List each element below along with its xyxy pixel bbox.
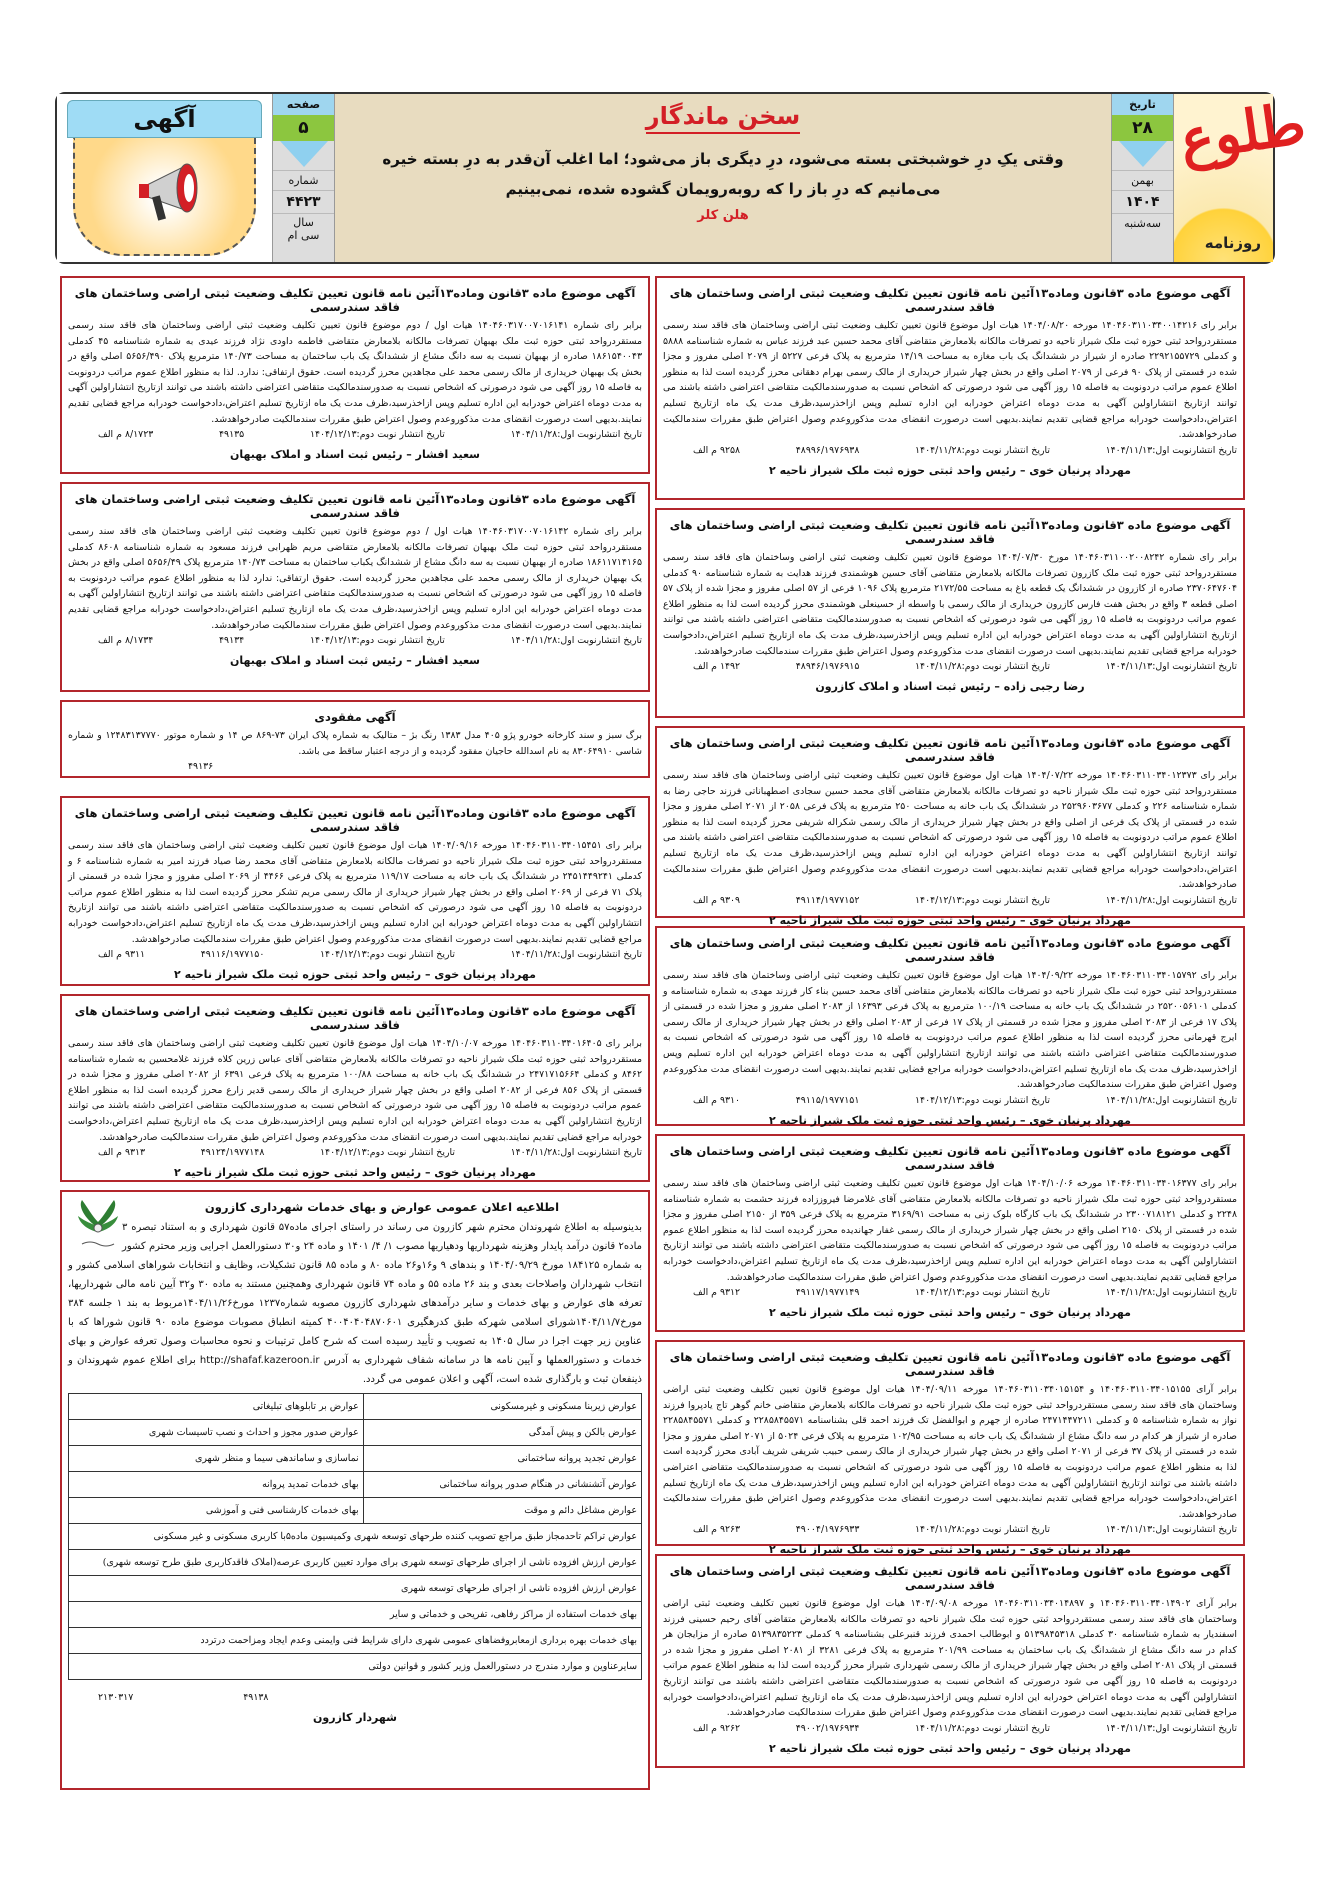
page-box: [272, 94, 334, 262]
table-row: [69, 1576, 642, 1602]
ad-signature: مهرداد پرنیان خوی – رئیس واحد ثبتی حوزه ثبت ملک شیراز ناحیه ۲: [769, 463, 1131, 477]
ad-title: آگهی موضوع ماده ۳قانون وماده۱۳آئین نامه قانون تعیین تکلیف وضعیت ثبتی اراضی وساختمان های فاقد سندرسمی: [669, 286, 1231, 314]
first-publication-date: تاریخ انتشارنوبت اول:۱۴۰۴/۱۱/۱۳: [1105, 1722, 1237, 1734]
ad-box: [655, 726, 1245, 927]
second-publication-date: تاریخ انتشار نوبت دوم:۱۴۰۴/۱۲/۱۳: [915, 1287, 1050, 1299]
ad-code: ۴۹۰۰۲/۱۹۷۶۹۳۴: [795, 1722, 860, 1734]
table-cell: عوارض تجدید پروانه ساختمانی: [363, 1446, 641, 1472]
megaphone-icon: [135, 158, 215, 228]
table-row: [69, 1550, 642, 1576]
table-row: [69, 1472, 642, 1498]
left-column: [60, 276, 650, 1798]
first-publication-date: تاریخ انتشارنوبت اول:۱۴۰۴/۱۱/۱۳: [1105, 1524, 1237, 1536]
ad-signature: مهرداد پرنیان خوی – رئیس واحد ثبتی حوزه ثبت ملک شیراز ناحیه ۲: [769, 1741, 1131, 1755]
first-publication-date: تاریخ انتشارنوبت اول:۱۴۰۴/۱۱/۲۸: [510, 429, 642, 441]
issue-label: شماره: [273, 170, 334, 190]
ad-body: برابر آرای ۱۴۰۴۶۰۳۱۱۰۳۴۰۱۴۹۰۲ و ۱۴۰۴۶۰۳۱۱۰۳۴۰۱۴۸۹۷ مورخه ۱۴۰۴/۰۹/۰۸ هیات اول موضوع قانون تعیین تکلیف وضعیت ثبتی اراضی وساختمان های فاقد سند رسمی مستقردرواحد ثبتی حوزه ثبت ملک شیراز ناحیه دو تصرفات مالکانه بلامعارض متقاضی آقای رحیم حسینی فرزند اسفندیار به شماره شناسنامه ۳۰ کدملی ۵۱۳۹۸۴۵۳۱۸ و ابوطالب احمدی فرزند قنبرعلی بشناسنامه ۹ کدملی ۵۱۳۹۸۳۵۲۲۳ صادره از مزایجان هر کدام در سه دانگ مشاع از ششدانگ یک باب ساختمان به مساحت ۲۰۱/۹۹ مترمربع به پلاک فرعی ۳۲۸۱ از ۲۰۸۱ اصلی مفروز و مجزا شده در قسمتی از پلاک ۲۰۸۱ اصلی واقع در بخش چهار شیراز خریداری از مالک رسمی شهرداری شیراز محرز گردیده است لذا به منظور اطلاع عموم مراتب دردونوبت به فاصله ۱۵ روز آگهی می شود درصورتی که اشخاص نسبت به صدورسندمالکیت متقاضی اعتراضی داشته باشند می توانند ازتاریخ انتشاراولین آگهی به مدت دوماه اعتراض خودرابه این اداره تسلیم وپس ازاخذرسید،ظرف مدت یک ماه ازتاریخ تسلیم اعتراض،دادخواست خودرابه مراجع قضایی تقدیم نمایند.بدیهی است درصورت انقضای مدت مذکوروعدم وصول اعتراض طبق مقررات سندمالکیت صادرخواهدشد.: [663, 1598, 1238, 1719]
table-cell: بهای خدمات بهره برداری ازمعابروفضاهای عمومی شهری دارای شرایط فنی وایمنی وعدم ایجاد ومزاحمت درتردد: [69, 1628, 642, 1654]
second-publication-date: تاریخ انتشار نوبت دوم:۱۴۰۴/۱۱/۲۸: [915, 1524, 1050, 1536]
page-number: ۵: [273, 115, 334, 141]
second-publication-date: تاریخ انتشار نوبت دوم:۱۴۰۴/۱۲/۱۳: [320, 1147, 455, 1159]
ad-box: [655, 1340, 1245, 1557]
ad-code: ۴۸۹۹۶/۱۹۷۶۹۳۸: [795, 444, 860, 456]
date-box: [1111, 94, 1173, 262]
logo-subtitle: روزنامه: [1204, 234, 1261, 252]
table-row: [69, 1654, 642, 1680]
ad-signature: سعید افشار – رئیس ثبت اسناد و املاک بهبهان: [230, 448, 480, 462]
table-cell: عوارض زیربنا مسکونی و غیرمسکونی: [363, 1394, 641, 1420]
first-publication-date: تاریخ انتشارنوبت اول:۱۴۰۴/۱۱/۲۸: [1105, 1094, 1237, 1106]
second-publication-date: تاریخ انتشار نوبت دوم:۱۴۰۴/۱۲/۱۳: [309, 635, 445, 647]
year-label: سال: [293, 216, 314, 229]
ad-publication-dates: [663, 1285, 1237, 1300]
ad-signature: رضا رجبی زاده – رئیس ثبت اسناد و املاک کازرون: [815, 680, 1085, 694]
section-title: آگهی: [67, 100, 262, 138]
table-cell: عوارض آتشنشانی در هنگام صدور پروانه ساختمانی: [363, 1472, 641, 1498]
date-year: ۱۴۰۴: [1112, 190, 1173, 213]
ad-code: ۴۹۱۳۶: [188, 761, 214, 773]
ad-box: [60, 276, 650, 474]
ad-publication-dates: [68, 947, 642, 962]
second-publication-date: تاریخ انتشار نوبت دوم:۱۴۰۴/۱۲/۱۳: [915, 894, 1050, 906]
ad-title: آگهی مفقودی: [314, 710, 396, 724]
ad-body: برابر رای شماره ۱۴۰۴۶۰۳۱۷۰۰۷۰۱۶۱۴۲ هیات اول / دوم موضوع قانون تعیین تکلیف وضعیت ثبتی اراضی وساختمان های فاقد سند رسمی مستقردرواحد ثبتی حوزه ثبت ملک بهبهان تصرفات مالکانه بلامعارض متقاضی مریم ظهرابی فرزند مسعود به شماره شناسنامه ۸۶۰۸ کدملی ۱۸۶۱۱۷۱۴۱۶۵ صادره از بهبهان نسبت به سه دانگ مشاع از ششدانگ یکباب ساختمان به مساحت ۱۴۰/۷۳ مترمربع پلاک ۵۶۵۶/۴۹ اصلی واقع در بخش یک بهبهان خریداری از مالک رسمی محمد علی مجاهدین محرز گردیده است. حقوق ارتفاقی: ندارد لذا به منظور اطلاع عموم مراتب دردونوبت به فاصله ۱۵ روز آگهی می شود درصورتی که اشخاص نسبت به صدورسندمالکیت متقاضی اعتراضی داشته باشند می توانند ازتاریخ انتشاراولین آگهی به مدت دوماه اعتراض خودرابه این اداره تسلیم وپس ازاخذرسید،ظرف مدت یک ماه ازتاریخ تسلیم اعتراض،دادخواست خودرابه مراجع قضایی تقدیم نمایند.بدیهی است درصورت انقضای مدت مذکوروعدم وصول اعتراض طبق مقررات سندمالکیت صادرخواهدشد.: [68, 526, 642, 631]
ad-box: [655, 926, 1245, 1126]
ad-code: ۴۸۹۴۶/۱۹۷۶۹۱۵: [795, 661, 860, 673]
ad-publication-dates: [68, 633, 642, 648]
ad-code: ۴۹۱۱۵/۱۹۷۷۱۵۱: [795, 1094, 860, 1106]
ad-body: برابر رای ۱۴۰۴۶۰۳۱۱۰۳۴۰۱۶۳۷۷ مورخه ۱۴۰۴/۱۰/۰۶ هیات اول موضوع قانون تعیین تکلیف وضعیت ثبتی اراضی وساختمان های فاقد سند رسمی مستقردرواحد ثبتی حوزه ثبت ملک شیراز ناحیه دو تصرفات مالکانه بلامعارض متقاضی آقای غلامرضا فیروززاده فرزند حشمت به شماره شناسنامه ۲۲۴۸ و کدملی ۲۳۰۰۷۱۸۱۲۱ در ششدانگ یک باب کارگاه بلوک زنی به مساحت ۳۱۶۹/۹۱ مترمربع به پلاک فرعی ۳۵۹ از ۲۱۵۰ اصلی مفروز و مجزا شده در قسمتی از پلاک ۲۱۵۰ اصلی واقع در بخش چهار شیراز خریداری از مالک رسمی غفار جهاندیده محرز گردیده است لذا به منظور اطلاع عموم مراتب دردونوبت به فاصله ۱۵ روز آگهی می شود درصورتی که اشخاص نسبت به صدورسندمالکیت متقاضی اعتراضی داشته باشند می توانند ازتاریخ انتشاراولین آگهی به مدت دوماه اعتراض خودرابه این اداره تسلیم وپس ازاخذرسید،ظرف مدت یک ماه ازتاریخ تسلیم اعتراض،دادخواست خودرابه مراجع قضایی تقدیم نمایند.بدیهی است درصورت انقضای مدت مذکوروعدم وصول اعتراض طبق مقررات سندمالکیت صادرخواهدشد.: [663, 1178, 1237, 1283]
ad-title: آگهی موضوع ماده ۳قانون وماده۱۳آئین نامه قانون تعیین تکلیف وضعیت ثبتی اراضی وساختمان های فاقد سندرسمی: [669, 1144, 1231, 1172]
second-publication-date: تاریخ انتشار نوبت دوم:۱۴۰۴/۱۲/۱۳: [915, 1094, 1050, 1106]
masthead: [55, 90, 1310, 264]
ad-title: آگهی موضوع ماده ۳قانون وماده۱۳آئین نامه قانون تعیین تکلیف وضعیت ثبتی اراضی وساختمان های فاقد سندرسمی: [74, 286, 636, 314]
municipality-reference: ۲۱۳۰۳۱۷: [98, 1692, 134, 1703]
ad-publication-dates: [663, 893, 1237, 908]
ad-title: آگهی موضوع ماده ۳قانون وماده۱۳آئین نامه قانون تعیین تکلیف وضعیت ثبتی اراضی وساختمان های فاقد سندرسمی: [669, 1564, 1231, 1592]
ad-title: آگهی موضوع ماده ۳قانون وماده۱۳آئین نامه قانون تعیین تکلیف وضعیت ثبتی اراضی وساختمان های فاقد سندرسمی: [669, 736, 1231, 764]
ad-reference: ۹۳۱۱ م الف: [98, 949, 146, 961]
ad-reference: ۹۲۵۸ م الف: [693, 444, 741, 456]
table-row: [69, 1628, 642, 1654]
quote-author: هلن کلر: [697, 208, 749, 223]
second-publication-date: تاریخ انتشار نوبت دوم:۱۴۰۴/۱۲/۱۳: [320, 949, 455, 961]
table-cell: عوارض بر تابلوهای تبلیغاتی: [69, 1394, 364, 1420]
ad-box: [60, 994, 650, 1182]
municipality-codes: [68, 1690, 642, 1705]
ad-body: برابر رای ۱۴۰۴۶۰۳۱۱۰۳۴۰۱۵۷۹۲ مورخه ۱۴۰۴/۰۹/۲۲ هیات اول موضوع قانون تعیین تکلیف وضعیت ثبتی اراضی وساختمان های فاقد سند رسمی مستقردرواحد ثبتی حوزه ثبت ملک شیراز ناحیه دو تصرفات مالکانه بلامعارض متقاضی آقای محمد حسین بناء کار فرزند مهدی به شماره شناسنامه و کدملی ۲۵۲۰۰۵۶۱۰۱ در ششدانگ یک باب خانه به مساحت ۱۰۰/۱۹ مترمربع به پلاک فرعی ۱۶۳۹۳ از ۲۰۸۳ اصلی مفروز و مجزا شده در قسمتی از پلاک ۱۷ فرعی از ۲۰۸۳ اصلی مفروز و مجزا شده در قسمتی از پلاک ۱۷ فرعی از ۲۰۸۳ اصلی واقع در بخش چهار شیراز خریداری از مالک رسمی ایرج قهرمانی محرز گردیده است لذا به منظور اطلاع عموم مراتب دردونوبت به فاصله ۱۵ روز آگهی می شود درصورتی که اشخاص نسبت به صدورسندمالکیت متقاضی اعتراضی داشته باشند می توانند ازتاریخ انتشاراولین آگهی به مدت دوماه اعتراض خودرابه این اداره تسلیم وپس ازاخذرسید،ظرف مدت یک ماه ازتاریخ تسلیم اعتراض،دادخواست خودرابه مراجع قضایی تقدیم نمایند.بدیهی است درصورت انقضای مدت مذکوروعدم وصول اعتراض طبق مقررات سندمالکیت صادرخواهدشد.: [663, 970, 1238, 1091]
ad-reference: ۱۴۹۲ م الف: [693, 661, 741, 673]
table-cell: بهای خدمات تمدید پروانه: [69, 1472, 364, 1498]
table-row: [69, 1420, 642, 1446]
ad-publication-dates: [663, 443, 1237, 458]
table-cell: سایرعناوین و موارد مندرج در دستورالعمل وزیر کشور و قوانین دولتی: [69, 1654, 642, 1680]
second-publication-date: تاریخ انتشار نوبت دوم:۱۴۰۴/۱۱/۲۸: [915, 444, 1050, 456]
newspaper-logo: [1173, 90, 1310, 262]
ad-body: برابر رای شماره ۱۴۰۴۶۰۳۱۷۰۰۷۰۱۶۱۴۱ هیات اول / دوم موضوع قانون تعیین تکلیف وضعیت ثبتی اراضی وساختمان های فاقد سند رسمی مستقردرواحد ثبتی حوزه ثبت ملک بهبهان تصرفات مالکانه بلامعارض متقاضی فاطمه داودی نژاد فرزند عیدی به شماره شناسنامه ۴۵ کدملی ۱۸۶۱۵۴۰۰۴۳ صادره از بهبهان نسبت به سه دانگ مشاع از ششدانگ یک باب ساختمان به مساحت ۱۴۰/۷۳ مترمربع پلاک ۵۶۵۶/۴۹۰ اصلی واقع در بخش یک بهبهان خریداری از مالک رسمی محمد علی مجاهدین محرز گردیده است. حقوق ارتفاقی: ندارد. لذا به منظور اطلاع عموم مراتب دردونوبت به فاصله ۱۵ روز آگهی می شود درصورتی که اشخاص نسبت به صدورسندمالکیت متقاضی اعتراضی داشته باشند می توانند ازتاریخ انتشاراولین آگهی به مدت دوماه اعتراض خودرابه این اداره تسلیم وپس ازاخذرسید،ظرف مدت یک ماه ازتاریخ تسلیم اعتراض،دادخواست خودرابه مراجع قضایی تقدیم نمایند.بدیهی است درصورت انقضای مدت مذکوروعدم وصول اعتراض طبق مقررات سندمالکیت صادرخواهدشد.: [68, 320, 642, 425]
first-publication-date: تاریخ انتشارنوبت اول:۱۴۰۴/۱۱/۲۸: [510, 1147, 642, 1159]
table-cell: عوارض بالکن و پیش آمدگی: [363, 1420, 641, 1446]
ad-title: آگهی موضوع ماده ۳قانون وماده۱۳آئین نامه قانون تعیین تکلیف وضعیت ثبتی اراضی وساختمان های فاقد سندرسمی: [74, 492, 636, 520]
ad-publication-dates: [68, 1145, 642, 1160]
ad-reference: ۹۲۶۳ م الف: [693, 1524, 741, 1536]
table-row: [69, 1498, 642, 1524]
table-row: [69, 1602, 642, 1628]
ad-box: [655, 1134, 1245, 1332]
ad-code: ۴۹۱۳۴: [219, 635, 245, 647]
second-publication-date: تاریخ انتشار نوبت دوم:۱۴۰۴/۱۱/۲۸: [915, 661, 1050, 673]
table-row: [69, 1446, 642, 1472]
ad-signature: سعید افشار – رئیس ثبت اسناد و املاک بهبهان: [230, 654, 480, 668]
first-publication-date: تاریخ انتشارنوبت اول:۱۴۰۴/۱۱/۲۸: [510, 635, 642, 647]
table-cell: عوارض صدور مجوز و احداث و نصب تاسیسات شهری: [69, 1420, 364, 1446]
ad-publication-dates: [663, 1093, 1237, 1108]
table-cell: عوارض ارزش افزوده ناشی از اجرای طرحهای توسعه شهری: [69, 1576, 642, 1602]
ad-box: [60, 482, 650, 692]
section-badge-body: [73, 138, 256, 256]
ad-signature: مهرداد پرنیان خوی – رئیس واحد ثبتی حوزه ثبت ملک شیراز ناحیه ۲: [769, 1113, 1131, 1127]
fee-table: [68, 1393, 642, 1680]
table-cell: عوارض تراکم تاحدمجاز طبق مراجع تصویب کننده طرحهای توسعه شهری وکمیسیون ماده۵با کاربری مسکونی و غیر مسکونی: [69, 1524, 642, 1550]
table-row: [69, 1524, 642, 1550]
ad-publication-dates: [68, 427, 642, 442]
ad-signature: مهرداد پرنیان خوی – رئیس واحد ثبتی حوزه ثبت ملک شیراز ناحیه ۲: [769, 1543, 1131, 1557]
ad-title: آگهی موضوع ماده ۳قانون وماده۱۳آئین نامه قانون تعیین تکلیف وضعیت ثبتی اراضی وساختمان های فاقد سندرسمی: [74, 806, 636, 834]
ad-title: آگهی موضوع ماده ۳قانون وماده۱۳آئین نامه قانون تعیین تکلیف وضعیت ثبتی اراضی وساختمان های فاقد سندرسمی: [669, 1350, 1231, 1378]
ad-signature: مهرداد پرنیان خوی – رئیس واحد ثبتی حوزه ثبت ملک شیراز ناحیه ۲: [769, 913, 1131, 927]
table-cell: عوارض مشاغل دائم و موقت: [363, 1498, 641, 1524]
ad-body: برابر رای شماره ۱۴۰۴۶۰۳۱۱۰۰۲۰۰۸۲۴۲ مورخ ۱۴۰۴/۰۷/۳۰ موضوع قانون تعیین تکلیف وضعیت ثبتی اراضی وساختمان های فاقد سند رسمی مستقردرواحد ثبتی حوزه ثبت ملک کازرون تصرفات مالکانه بلامعارض متقاضی آقای حسین هوشمندی فرزند هدایت به شماره شناسنامه ۹۰ کدملی ۲۳۷۰۶۴۷۶۰۴ صادره از کازرون در ششدانگ یک قطعه باغ به مساحت ۲۱۷۲/۵۵ مترمربع پلاک ۱۰۹۶ فرعی از ۵۷ اصلی مفروز و مجزا شده از پلاک ۵۷ اصلی قطعه ۳ واقع در بخش هفت فارس کازرون خریداری از مالک رسمی با واسطه از حسینعلی هوشمندی محرز گردیده است لذا به منظور اطلاع عموم مراتب دردونوبت به فاصله ۱۵ روز آگهی می شود درصورتی که اشخاص نسبت به صدورسندمالکیت متقاضی اعتراضی داشته باشند می توانند ازتاریخ انتشاراولین آگهی به مدت دوماه اعتراض خودرابه این اداره تسلیم وپس ازاخذرسید،ظرف مدت یک ماه ازتاریخ تسلیم اعتراض،دادخواست خودرابه مراجع قضایی تقدیم نمایند.بدیهی است درصورت انقضای مدت مذکوروعدم وصول اعتراض طبق مقررات سندمالکیت صادرخواهدشد.: [663, 552, 1238, 657]
quote-title: سخن ماندگار: [646, 102, 800, 134]
ad-code: ۴۹۰۰۴/۱۹۷۶۹۳۳: [795, 1524, 860, 1536]
ad-box: [60, 796, 650, 986]
date-day: ۲۸: [1112, 115, 1173, 141]
municipality-notice: [60, 1190, 650, 1790]
ad-publication-dates: [663, 659, 1237, 674]
year-box: [273, 213, 334, 244]
first-publication-date: تاریخ انتشارنوبت اول:۱۴۰۴/۱۱/۱۳: [1105, 661, 1237, 673]
ad-title: آگهی موضوع ماده ۳قانون وماده۱۳آئین نامه قانون تعیین تکلیف وضعیت ثبتی اراضی وساختمان های فاقد سندرسمی: [74, 1004, 636, 1032]
ad-publication-dates: [663, 1721, 1237, 1736]
first-publication-date: تاریخ انتشارنوبت اول:۱۴۰۴/۱۱/۲۸: [1105, 894, 1237, 906]
ad-signature: مهرداد پرنیان خوی – رئیس واحد ثبتی حوزه ثبت ملک شیراز ناحیه ۲: [174, 968, 536, 982]
ad-reference: ۹۳۰۹ م الف: [693, 894, 741, 906]
issue-number: ۴۴۲۳: [273, 190, 334, 213]
first-publication-date: تاریخ انتشارنوبت اول:۱۴۰۴/۱۱/۲۸: [1105, 1287, 1237, 1299]
first-publication-date: تاریخ انتشارنوبت اول:۱۴۰۴/۱۱/۲۸: [510, 949, 642, 961]
ad-code: ۴۹۱۱۴/۱۹۷۷۱۵۲: [795, 894, 860, 906]
ad-body: برابر رای ۱۴۰۴۶۰۳۱۱۰۳۴۰۰۱۴۲۱۶ مورخه ۱۴۰۴/۰۸/۲۰ هیات اول موضوع قانون تعیین تکلیف وضعیت ثبتی اراضی وساختمان های فاقد سند رسمی مستقردرواحد ثبتی حوزه ثبت ملک شیراز ناحیه دو تصرفات مالکانه بلامعارض متقاضی آقای محمد حسین عبد فرزند عباس به شماره شناسنامه ۵۸۸۸ و کدملی ۲۲۹۲۱۵۵۷۲۹ صادره از شیراز در ششدانگ یک باب مغازه به مساحت ۱۴/۱۹ مترمربع به پلاک فرعی ۵۲۲۷ از ۲۰۷۹ اصلی مفروز و مجزا شده در قسمتی از پلاک ۹۰ فرعی از ۲۰۷۹ اصلی واقع در بخش چهار شیراز خریداری از مالک رسمی بهرام دهقانی محرز گردیده است لذا به منظور اطلاع عموم مراتب دردونوبت به فاصله ۱۵ روز آگهی می شود درصورتی که اشخاص نسبت به صدورسندمالکیت متقاضی اعتراضی داشته باشند می توانند ازتاریخ انتشاراولین آگهی به مدت دوماه اعتراض خودرابه این اداره تسلیم وپس ازاخذرسید،ظرف مدت یک ماه ازتاریخ تسلیم اعتراض،دادخواست خودرابه مراجع قضایی تقدیم نمایند.بدیهی است درصورت انقضای مدت مذکوروعدم وصول اعتراض طبق مقررات سندمالکیت صادرخواهدشد.: [663, 320, 1238, 441]
ad-publication-dates: [663, 1522, 1237, 1537]
ad-body: برابر رای ۱۴۰۴۶۰۳۱۱۰۳۴۰۱۶۴۰۵ مورخه ۱۴۰۴/۱۰/۰۷ هیات اول موضوع قانون تعیین تکلیف وضعیت ثبتی اراضی وساختمان های فاقد سند رسمی مستقردرواحد ثبتی حوزه ثبت ملک شیراز ناحیه دو تصرفات مالکانه بلامعارض متقاضی آقای عباس زرین کلاه فرزند غلامحسین به شماره شناسنامه ۸۴۶۲ و کدملی ۲۴۷۱۷۱۵۶۶۴ در ششدانگ یک باب خانه به مساحت ۱۰۰/۸۸ مترمربع به پلاک فرعی ۶۳۹۱ از ۲۰۸۲ اصلی مفروز و مجزا شده در قسمتی از پلاک ۸۵۶ فرعی از ۲۰۸۲ اصلی واقع در بخش چهار شیراز خریداری از مالک رسمی قدیر زارع محرز گردیده است لذا به منظور اطلاع عموم مراتب دردونوبت به فاصله ۱۵ روز آگهی می شود درصورتی که اشخاص نسبت به صدورسندمالکیت متقاضی اعتراضی داشته باشند می توانند ازتاریخ انتشاراولین آگهی به مدت دوماه اعتراض خودرابه این اداره تسلیم وپس ازاخذرسید،ظرف مدت یک ماه ازتاریخ تسلیم اعتراض،دادخواست خودرابه مراجع قضایی تقدیم نمایند.بدیهی است درصورت انقضای مدت مذکوروعدم وصول اعتراض طبق مقررات سندمالکیت صادرخواهدشد.: [68, 1038, 643, 1143]
logo-name: طلوع: [1176, 90, 1310, 174]
ad-box: [655, 276, 1245, 500]
ad-box: [655, 1554, 1245, 1768]
ad-reference: ۸/۱۷۳۴ م الف: [98, 635, 154, 647]
triangle-decoration: [1119, 141, 1167, 167]
second-publication-date: تاریخ انتشار نوبت دوم:۱۴۰۴/۱۱/۲۸: [915, 1722, 1050, 1734]
page-label: صفحه: [273, 94, 334, 115]
table-cell: نماسازی و ساماندهی سیما و منظر شهری: [69, 1446, 364, 1472]
table-cell: بهای خدمات استفاده از مراکز رفاهی، تفریحی و خدماتی و سایر: [69, 1602, 642, 1628]
ad-reference: ۸/۱۷۲۳ م الف: [98, 429, 154, 441]
first-publication-date: تاریخ انتشارنوبت اول:۱۴۰۴/۱۱/۱۳: [1105, 444, 1237, 456]
table-cell: عوارض ارزش افزوده ناشی از اجرای طرحهای توسعه شهری برای موارد تعیین کاربری عرصه(املاک فاقدکاربری طبق طرح توسعه شهری): [69, 1550, 642, 1576]
ad-box: [655, 508, 1245, 718]
ad-body: برگ سبز و سند کارخانه خودرو پژو ۴۰۵ مدل ۱۳۸۳ رنگ بژ – متالیک به شماره پلاک ایران ۷۳-۸۶۹ ص ۱۴ و شماره موتور ۱۲۴۸۳۱۳۷۷۷۰ و شماره شاسی ۸۳۰۶۴۹۱۰ به نام اسدالله حاجیان مفقود گردیده و از درجه اعتبار ساقط می باشد.: [68, 730, 642, 757]
date-label: تاریخ: [1112, 94, 1173, 115]
ad-title: آگهی موضوع ماده ۳قانون وماده۱۳آئین نامه قانون تعیین تکلیف وضعیت ثبتی اراضی وساختمان های فاقد سندرسمی: [669, 936, 1231, 964]
quote-text: وقتی یکِ درِ خوشبختی بسته می‌شود، درِ دیگری باز می‌شود؛ اما اغلب آن‌قدر به درِ بسته خیره می‌مانیم که درِ باز را که روبه‌رویمان گشوده شده، نمی‌بینیم: [382, 150, 1064, 198]
ad-code: ۴۹۱۲۴/۱۹۷۷۱۴۸: [200, 1147, 265, 1159]
ad-code: ۴۹۱۱۷/۱۹۷۷۱۴۹: [795, 1287, 860, 1299]
right-column: [655, 276, 1245, 1776]
municipality-emblem-icon: [74, 1198, 122, 1250]
ad-reference: ۹۳۱۰ م الف: [693, 1094, 741, 1106]
ad-code: ۴۹۱۳۵: [219, 429, 245, 441]
table-row: [69, 1394, 642, 1420]
date-weekday: سه‌شنبه: [1112, 213, 1173, 233]
date-month: بهمن: [1112, 170, 1173, 190]
quote-box: [334, 94, 1111, 262]
municipality-code: ۴۹۱۳۸: [243, 1692, 269, 1703]
ad-reference: ۹۲۶۲ م الف: [693, 1722, 741, 1734]
municipality-signature: شهردار کازرون: [313, 1711, 397, 1724]
ad-body: برابر آرای ۱۴۰۴۶۰۳۱۱۰۳۴۰۱۵۱۵۵ و ۱۴۰۴۶۰۳۱۱۰۳۴۰۱۵۱۵۴ مورخه ۱۴۰۴/۰۹/۱۱ هیات اول موضوع قانون تعیین تکلیف وضعیت ثبتی اراضی وساختمان های فاقد سند رسمی مستقردرواحد ثبتی حوزه ثبت ملک شیراز ناحیه دو تصرفات مالکانه بلامعارض متقاضی خانم گوهر تاج یادپروا فرزند نواز به شماره شناسنامه ۵ و کدملی ۲۴۷۱۴۴۷۲۱۱ صادره از جهرم و ابوالفضل تک فرزند احمد قلی بشناسنامه ۲۲۸۵۸۴۵۵۷۱ و کدملی ۲۲۸۵۸۴۵۵۷۱ صادره از شیراز هر کدام در سه دانگ مشاع از ششدانگ یک باب خانه به مساحت ۱۰۲/۹۵ مترمربع به پلاک فرعی ۵۰۲۴ از ۲۰۷۱ اصلی مفروز و مجزا شده در قسمتی از پلاک ۳۷ فرعی از ۲۰۷۱ اصلی واقع در بخش چهار شیراز خریداری از مالک رسمی حبیب شریفی شریف آبادی محرز گردیده است لذا به منظور اطلاع عموم مراتب دردونوبت به فاصله ۱۵ روز آگهی می شود درصورتی که اشخاص نسبت به صدورسندمالکیت متقاضی اعتراضی داشته باشند می توانند ازتاریخ انتشاراولین آگهی به مدت دوماه اعتراض خودرابه این اداره تسلیم وپس ازاخذرسید،ظرف مدت یک ماه ازتاریخ تسلیم اعتراض،دادخواست خودرابه مراجع قضایی تقدیم نمایند.بدیهی است درصورت انقضای مدت مذکوروعدم وصول اعتراض طبق مقررات سندمالکیت صادرخواهدشد.: [663, 1384, 1238, 1520]
table-cell: بهای خدمات کارشناسی فنی و آموزشی: [69, 1498, 364, 1524]
ad-body: برابر رای ۱۴۰۴۶۰۳۱۱۰۳۴۰۱۵۴۵۱ مورخه ۱۴۰۴/۰۹/۱۶ هیات اول موضوع قانون تعیین تکلیف وضعیت ثبتی اراضی وساختمان های فاقد سند رسمی مستقردرواحد ثبتی حوزه ثبت ملک شیراز ناحیه دو تصرفات مالکانه بلامعارض متقاضی آقای محمد رضا صیاد فرزند امیر به شماره شناسنامه ۶ و کدملی ۲۴۵۱۴۴۹۲۴۱ در ششدانگ یک باب خانه به مساحت ۱۱۹/۱۷ مترمربع به پلاک فرعی ۴۴۶۶ از ۲۰۶۹ اصلی مفروز و مجزا شده در قسمتی از پلاک ۷۱ فرعی از ۲۰۶۹ اصلی واقع در بخش چهار شیراز خریداری از مالک رسمی مریم تشکر محرز گردیده است لذا به منظور اطلاع عموم مراتب دردونوبت به فاصله ۱۵ روز آگهی می شود درصورتی که اشخاص نسبت به صدورسندمالکیت متقاضی اعتراضی داشته باشند می توانند ازتاریخ انتشاراولین آگهی به مدت دوماه اعتراض خودرابه این اداره تسلیم وپس ازاخذرسید،ظرف مدت یک ماه ازتاریخ تسلیم اعتراض،دادخواست خودرابه مراجع قضایی تقدیم نمایند.بدیهی است درصورت انقضای مدت مذکوروعدم وصول اعتراض طبق مقررات سندمالکیت صادرخواهدشد.: [68, 840, 643, 945]
triangle-decoration: [280, 141, 328, 167]
ad-body: برابر رای ۱۴۰۴۶۰۳۱۱۰۳۴۰۱۲۳۷۳ مورخه ۱۴۰۴/۰۷/۲۲ هیات اول موضوع قانون تعیین تکلیف وضعیت ثبتی اراضی وساختمان های فاقد سند رسمی مستقردرواحد ثبتی حوزه ثبت ملک شیراز ناحیه دو تصرفات مالکانه بلامعارض متقاضی آقای محمد حسین سجادی اصطهباناتی فرزند حاجی رضا به شماره شناسنامه ۲۲۶ و کدملی ۲۵۲۹۶۰۳۶۷۷ در ششدانگ یک باب خانه به مساحت ۲۵۰ مترمربع به پلاک فرعی ۲۰۵۸ از ۲۰۷۱ اصلی مفروز و مجزا شده در قسمتی از پلاک یک فرعی از اصلی واقع در بخش چهار شیراز خریداری از مالک رسمی شکراله شریفی محرز گردیده است لذا به منظور اطلاع عموم مراتب دردونوبت به فاصله ۱۵ روز آگهی می شود درصورتی که اشخاص نسبت به صدورسندمالکیت متقاضی اعتراضی داشته باشند می توانند ازتاریخ انتشاراولین آگهی به مدت دوماه اعتراض خودرابه این اداره تسلیم وپس ازاخذرسید،ظرف مدت یک ماه ازتاریخ تسلیم اعتراض،دادخواست خودرابه مراجع قضایی تقدیم نمایند.بدیهی است درصورت انقضای مدت مذکوروعدم وصول اعتراض طبق مقررات سندمالکیت صادرخواهدشد.: [663, 770, 1237, 891]
municipality-body: بدینوسیله به اطلاع شهروندان محترم شهر کازرون می رساند در راستای اجرای ماده۵۷ قانون شهرداری و به استناد تبصره ۳ ماده۲ قانون درآمد پایدار وهزینه شهرداریها ودهیاریها مصوب ۱/ ۴/ ۱۴۰۱ و ماده ۲۴ و۳۰ دستورالعمل اجرایی وزیر محترم کشور به شماره ۱۸۴۱۲۵ مورخ ۱۴۰۴/۰۹/۲۹ و بندهای ۹ و۱۶و۲۶ ماده ۸۰ و ماده ۸۵ قانون تشکیلات، وظایف و انتخابات شوراهای اسلامی کشور و انتخاب شهرداران واصلاحات بعدی و بند ۲۶ ماده ۵۵ و ماده ۷۴ قانون شهرداری وهمچنین مستند به ماده ۳۰ و۳۲ آیین نامه مالی شهرداریها، تعرفه های عوارض و بهای خدمات و سایر درآمدهای شهرداری کازرون مصوبه شماره۱۲۳۷ مورخ۱۴۰۴/۱۱/۲۶مربوط به بند ۱ جلسه ۳۸۴ مورخ۱۴۰۴/۱۱/۷شورای اسلامی شهرکه طبق کدرهگیری ۴۰۰۴۰۴۰۴۸۷۰۶۰۱ کمیته انطباق مصوبات موضوع ماده ۹۰ قانون شوراها که با عناوین زیر جهت اجرا در سال ۱۴۰۵ به تصویب و تأیید رسیده است که شرح کامل ترتیبات و نحوه محاسبات وصول تعرفه عوارض و بهای خدمات و دستورالعملها و آیین نامه ها در سامانه شفاف شهرداری به آدرس http://shafaf.kazeroon.ir برای اطلاع عموم شهروندان و ذینفعان ثبت و بارگذاری شده است، آگهی و اعلان عمومی می گردد.: [68, 1222, 643, 1385]
ad-reference: ۹۳۱۲ م الف: [693, 1287, 741, 1299]
second-publication-date: تاریخ انتشار نوبت دوم:۱۴۰۴/۱۲/۱۳: [309, 429, 445, 441]
ad-signature: مهرداد پرنیان خوی – رئیس واحد ثبتی حوزه ثبت ملک شیراز ناحیه ۲: [769, 1306, 1131, 1320]
ad-code: ۴۹۱۱۶/۱۹۷۷۱۵۰: [200, 949, 265, 961]
ad-title: آگهی موضوع ماده ۳قانون وماده۱۳آئین نامه قانون تعیین تکلیف وضعیت ثبتی اراضی وساختمان های فاقد سندرسمی: [669, 518, 1231, 546]
municipality-title: اطلاعیه اعلان عمومی عوارض و بهای خدمات شهرداری کازرون: [204, 1200, 560, 1214]
ad-signature: مهرداد پرنیان خوی – رئیس واحد ثبتی حوزه ثبت ملک شیراز ناحیه ۲: [174, 1166, 536, 1180]
section-badge: [57, 94, 272, 262]
ad-reference: ۹۳۱۳ م الف: [98, 1147, 146, 1159]
ad-box: [60, 700, 650, 778]
year-value: سی ام: [287, 229, 320, 242]
